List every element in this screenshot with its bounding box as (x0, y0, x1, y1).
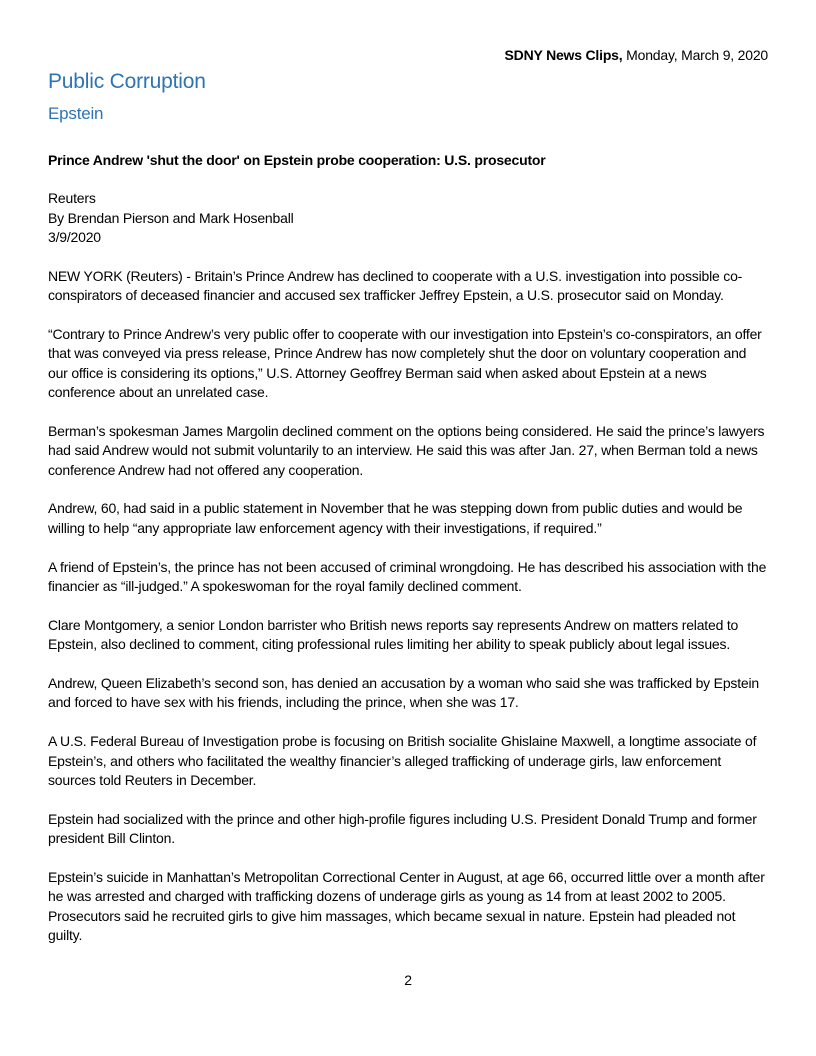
header-date: Monday, March 9, 2020 (626, 47, 768, 63)
article-paragraph: Epstein’s suicide in Manhattan’s Metropolitan Correctional Center in August, at age 66, occurred little over a month after he was arrested and charged with trafficking dozens of underage girls as young as 14 from at least 2002 to 2005. Prosecutors said he recruited girls to give him massages, which became sexual in nature. Epstein had pleaded not guilty. (48, 869, 765, 944)
article-source: Reuters (48, 190, 96, 207)
article-paragraph: Berman’s spokesman James Margolin declined comment on the options being considered. He said the prince’s lawyers had said Andrew would not submit voluntarily to an interview. He said this was after Jan. 27, when Berman told a news conference Andrew had not offered any cooperation. (48, 422, 765, 478)
article-byline (48, 189, 768, 247)
article-paragraph: Andrew, Queen Elizabeth’s second son, has denied an accusation by a woman who said she was trafficked by Epstein and forced to have sex with his friends, including the prince, when she was 17. (48, 675, 759, 711)
article-paragraph: A friend of Epstein’s, the prince has not been accused of criminal wrongdoing. He has described his association with the financier as “ill-judged.” A spokeswoman for the royal family declined comment. (48, 558, 767, 595)
page-number: 2 (404, 972, 412, 988)
article-date: 3/9/2020 (48, 229, 101, 246)
page-header (48, 46, 768, 65)
article-headline: Prince Andrew 'shut the door' on Epstein probe cooperation: U.S. prosecutor (48, 152, 546, 168)
article-paragraph: Andrew, 60, had said in a public statement in November that he was stepping down from public duties and would be willing to help “any appropriate law enforcement agency with their investigations, if required.” (48, 500, 743, 536)
article-paragraph: A U.S. Federal Bureau of Investigation probe is focusing on British socialite Ghislaine Maxwell, a longtime associate of Epstein’s, and others who facilitated the wealthy financier’s alleged trafficking of underage girls, law enforcement sources told Reuters in December. (48, 733, 757, 789)
article-paragraph: “Contrary to Prince Andrew’s very public offer to cooperate with our investigation into Epstein’s co-conspirators, an offer that was conveyed via press release, Prince Andrew has now completely shut the door on voluntary cooperation and our office is considering its options,” U.S. Attorney Geoffrey Berman said when asked about Epstein at a news conference about an unrelated case. (48, 325, 762, 401)
article-paragraph: NEW YORK (Reuters) - Britain’s Prince Andrew has declined to cooperate with a U.S. investigation into possible co-conspirators of deceased financier and accused sex trafficker Jeffrey Epstein, a U.S. prosecutor said on Monday. (48, 267, 743, 304)
article-body (48, 267, 768, 946)
article-authors: By Brendan Pierson and Mark Hosenball (48, 209, 294, 226)
article-paragraph: Clare Montgomery, a senior London barrister who British news reports say represents Andrew on matters related to Epstein, also declined to comment, citing professional rules limiting her ability to speak publicly about legal issues. (48, 616, 739, 653)
section-heading: Public Corruption (48, 70, 206, 93)
article-paragraph: Epstein had socialized with the prince and other high-profile figures including U.S. President Donald Trump and former president Bill Clinton. (48, 810, 757, 847)
header-publication: SDNY News Clips, (504, 47, 623, 63)
subsection-heading: Epstein (48, 104, 104, 123)
